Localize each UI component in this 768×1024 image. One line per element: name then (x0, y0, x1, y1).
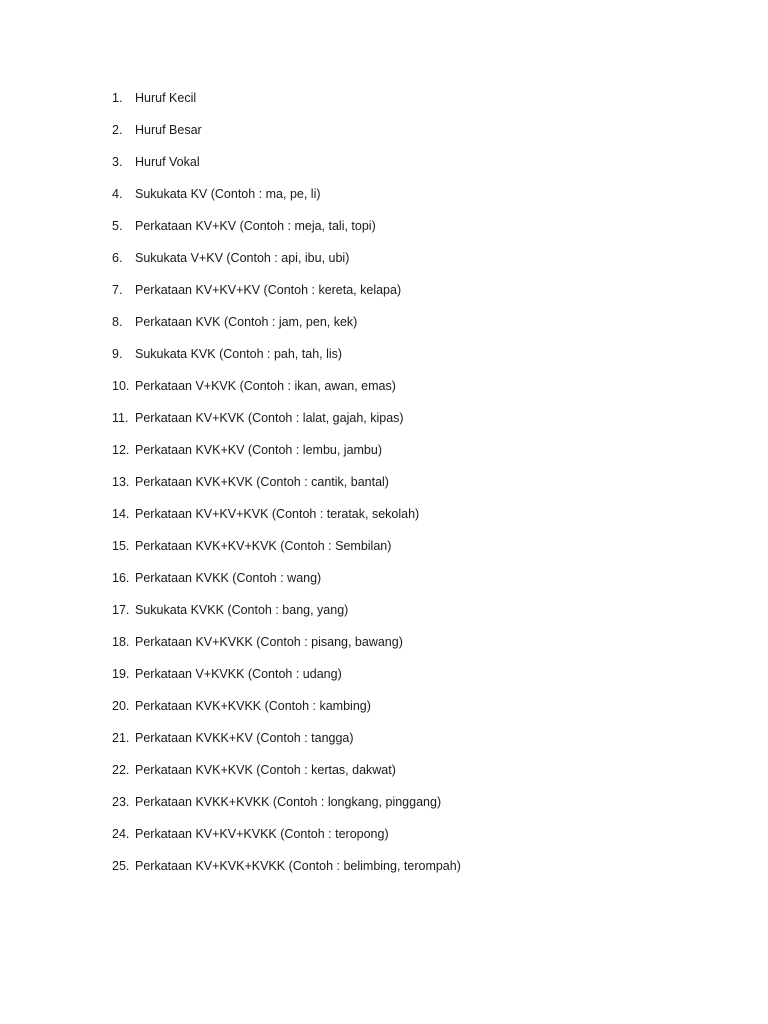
item-text: Perkataan KVK+KVK (Contoh : cantik, bantal) (135, 475, 389, 489)
list-item (112, 569, 461, 601)
item-text: Sukukata V+KV (Contoh : api, ibu, ubi) (135, 251, 350, 265)
item-number: 2. (112, 123, 123, 137)
item-number: 20. (112, 699, 130, 713)
item-number: 23. (112, 795, 130, 809)
item-text: Perkataan KVKK+KVKK (Contoh : longkang, pinggang) (135, 795, 442, 809)
item-number: 21. (112, 731, 130, 745)
list-item (112, 313, 461, 345)
list-item (112, 633, 461, 665)
item-text: Sukukata KV (Contoh : ma, pe, li) (135, 187, 321, 201)
item-number: 6. (112, 251, 123, 265)
list-item (112, 665, 461, 697)
list-item (112, 377, 461, 409)
item-number: 9. (112, 347, 123, 361)
item-text: Perkataan KVKK+KV (Contoh : tangga) (135, 731, 354, 745)
list-item (112, 473, 461, 505)
item-number: 4. (112, 187, 123, 201)
item-number: 24. (112, 827, 130, 841)
item-text: Perkataan KVKK (Contoh : wang) (135, 571, 322, 585)
item-text: Perkataan KVK+KVKK (Contoh : kambing) (135, 699, 371, 713)
item-number: 17. (112, 603, 130, 617)
item-text: Perkataan KV+KVK+KVKK (Contoh : belimbing, terompah) (135, 859, 461, 873)
list-item (112, 761, 461, 793)
list-item (112, 281, 461, 313)
list-item (112, 249, 461, 281)
list-item (112, 729, 461, 761)
item-text: Perkataan KVK+KV+KVK (Contoh : Sembilan) (135, 539, 392, 553)
item-number: 25. (112, 859, 130, 873)
item-number: 5. (112, 219, 123, 233)
item-text: Huruf Kecil (135, 91, 197, 105)
list-item (112, 793, 461, 825)
item-text: Perkataan V+KVK (Contoh : ikan, awan, emas) (135, 379, 396, 393)
list-item (112, 217, 461, 249)
item-text: Perkataan KV+KV+KV (Contoh : kereta, kelapa) (135, 283, 402, 297)
item-text: Perkataan V+KVKK (Contoh : udang) (135, 667, 342, 681)
item-text: Sukukata KVKK (Contoh : bang, yang) (135, 603, 349, 617)
item-text: Sukukata KVK (Contoh : pah, tah, lis) (135, 347, 343, 361)
item-text: Perkataan KVK+KVK (Contoh : kertas, dakwat) (135, 763, 396, 777)
list-item (112, 537, 461, 569)
list-item (112, 121, 461, 153)
item-text: Perkataan KV+KVKK (Contoh : pisang, bawang) (135, 635, 403, 649)
item-number: 15. (112, 539, 130, 553)
list-item (112, 857, 461, 889)
item-number: 8. (112, 315, 123, 329)
list-item (112, 697, 461, 729)
list-item (112, 505, 461, 537)
item-number: 14. (112, 507, 130, 521)
numbered-list (112, 89, 461, 889)
item-number: 3. (112, 155, 123, 169)
item-number: 16. (112, 571, 130, 585)
item-text: Perkataan KV+KV (Contoh : meja, tali, topi) (135, 219, 376, 233)
list-item (112, 825, 461, 857)
item-number: 7. (112, 283, 123, 297)
list-item (112, 601, 461, 633)
item-text: Perkataan KV+KV+KVKK (Contoh : teropong) (135, 827, 389, 841)
item-number: 10. (112, 379, 130, 393)
item-number: 18. (112, 635, 130, 649)
item-number: 12. (112, 443, 130, 457)
list-item (112, 153, 461, 185)
item-number: 19. (112, 667, 130, 681)
item-number: 11. (112, 411, 129, 425)
list-item (112, 345, 461, 377)
list-item (112, 185, 461, 217)
item-text: Huruf Vokal (135, 155, 200, 169)
item-text: Perkataan KV+KVK (Contoh : lalat, gajah, kipas) (135, 411, 404, 425)
item-number: 1. (112, 91, 123, 105)
list-item (112, 89, 461, 121)
item-text: Perkataan KVK+KV (Contoh : lembu, jambu) (135, 443, 383, 457)
item-number: 22. (112, 763, 130, 777)
list-item (112, 441, 461, 473)
item-text: Perkataan KV+KV+KVK (Contoh : teratak, sekolah) (135, 507, 420, 521)
list-item (112, 409, 461, 441)
item-text: Perkataan KVK (Contoh : jam, pen, kek) (135, 315, 358, 329)
item-number: 13. (112, 475, 130, 489)
item-text: Huruf Besar (135, 123, 202, 137)
